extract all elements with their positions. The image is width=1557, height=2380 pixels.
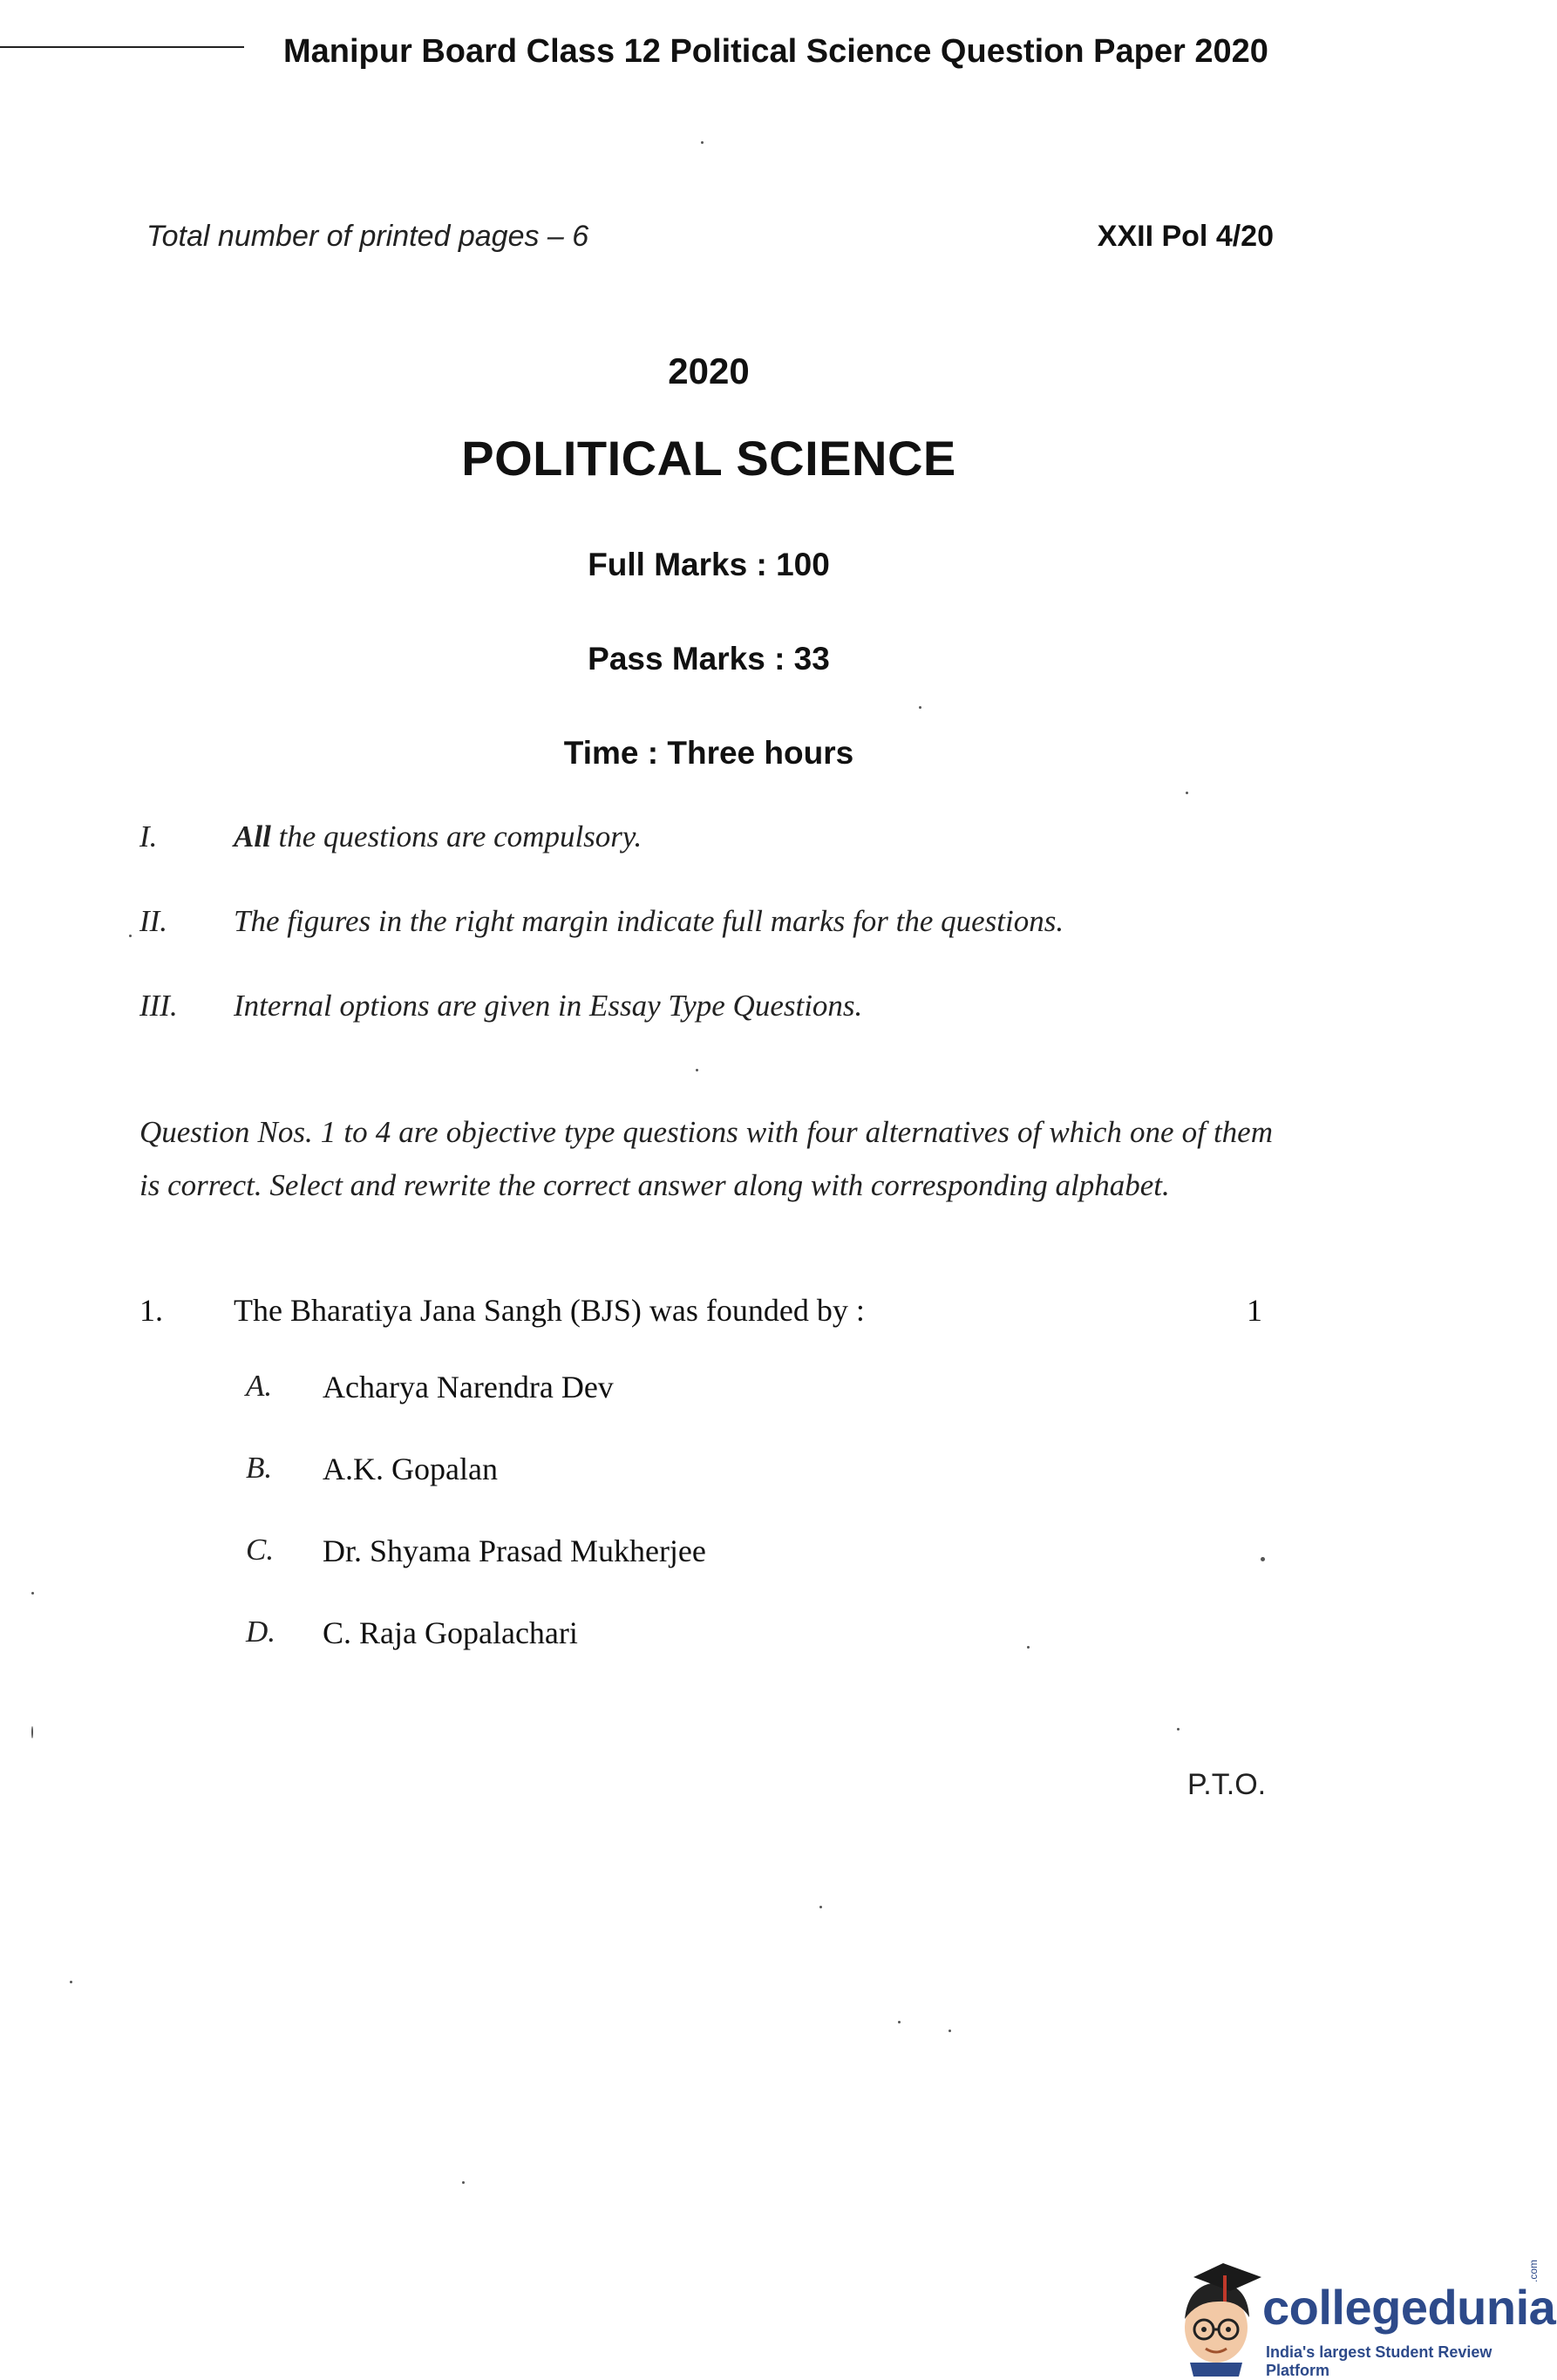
brand-name: collegedunia bbox=[1262, 2280, 1556, 2335]
exam-year: 2020 bbox=[668, 350, 750, 391]
option-letter: B. bbox=[246, 1451, 273, 1485]
scan-speck bbox=[696, 1069, 698, 1071]
scan-speck bbox=[701, 141, 704, 144]
scan-speck bbox=[129, 935, 132, 937]
question-number: 1. bbox=[139, 1293, 163, 1328]
instruction-number: II. bbox=[139, 904, 168, 938]
exam-subject: POLITICAL SCIENCE bbox=[461, 431, 956, 486]
pass-marks: Pass Marks : 33 bbox=[588, 641, 830, 677]
scan-speck bbox=[1261, 1557, 1265, 1561]
scan-speck bbox=[31, 1592, 34, 1595]
option-text: Dr. Shyama Prasad Mukherjee bbox=[323, 1533, 706, 1568]
instruction-text: The figures in the right margin indicate full marks for the questions. bbox=[234, 904, 1064, 938]
scan-speck bbox=[1027, 1646, 1030, 1649]
full-marks: Full Marks : 100 bbox=[588, 547, 830, 582]
scan-speck bbox=[898, 2021, 901, 2023]
scan-speck bbox=[1186, 792, 1188, 794]
brand-tagline: India's largest Student Review Platform bbox=[1266, 2343, 1492, 2379]
brand-domain: .com bbox=[1527, 2259, 1540, 2282]
question-marks: 1 bbox=[1247, 1293, 1262, 1328]
scan-speck bbox=[70, 1981, 72, 1983]
document-header-title: Manipur Board Class 12 Political Science Question Paper 2020 bbox=[283, 33, 1268, 70]
scan-speck bbox=[819, 1906, 822, 1908]
paper-code: XXII Pol 4/20 bbox=[1097, 220, 1274, 253]
exam-time: Time : Three hours bbox=[563, 735, 854, 771]
question-text: The Bharatiya Jana Sangh (BJS) was founded by : bbox=[234, 1293, 865, 1328]
option-letter: D. bbox=[246, 1615, 276, 1649]
objective-instructions: Question Nos. 1 to 4 are objective type questions with four alternatives of which one of them is correct. Select and rewrite the correct answer along with corresponding alphabet. bbox=[139, 1115, 1273, 1202]
scan-speck bbox=[948, 2030, 951, 2032]
scan-speck bbox=[31, 1726, 33, 1738]
instruction-body: the questions are compulsory. bbox=[270, 819, 643, 853]
please-turn-over: P.T.O. bbox=[1187, 1768, 1267, 1801]
instruction-number: I. bbox=[139, 819, 158, 853]
scan-speck bbox=[462, 2181, 465, 2184]
instruction-text bbox=[234, 819, 642, 854]
option-letter: A. bbox=[246, 1369, 273, 1403]
instruction-text: Internal options are given in Essay Type Questions. bbox=[234, 989, 863, 1023]
instruction-emphasis: All bbox=[234, 819, 271, 853]
mascot-icon bbox=[1185, 2263, 1261, 2377]
header-rule bbox=[0, 46, 244, 48]
option-text: C. Raja Gopalachari bbox=[323, 1615, 578, 1650]
option-text: Acharya Narendra Dev bbox=[323, 1370, 614, 1404]
option-text: A.K. Gopalan bbox=[323, 1452, 498, 1486]
printed-pages-note: Total number of printed pages – 6 bbox=[146, 220, 589, 253]
option-letter: C. bbox=[246, 1533, 275, 1567]
scan-speck bbox=[919, 706, 921, 709]
scan-speck bbox=[1177, 1728, 1180, 1731]
instruction-number: III. bbox=[139, 989, 178, 1023]
